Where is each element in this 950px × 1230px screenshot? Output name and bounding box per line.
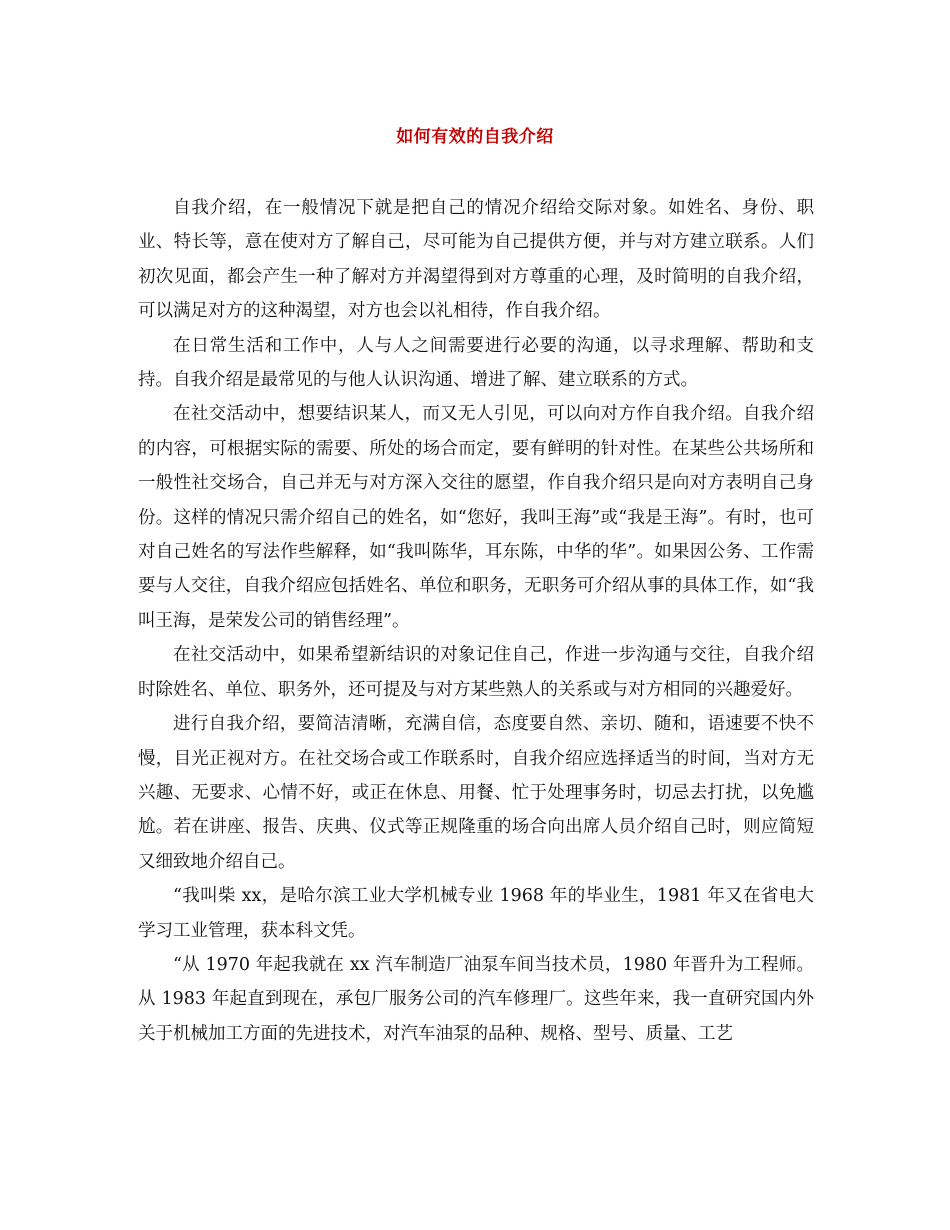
paragraph-3: 在社交活动中，想要结识某人，而又无人引见，可以向对方作自我介绍。自我介绍的内容，可根据实际的需要、所处的场合而定，要有鲜明的针对性。在某些公共场所和一般性社交场合，自己并无与对方深入交往的愿望，作自我介绍只是向对方表明自己身份。这样的情况只需介绍自己的姓名，如“您好，我叫王海”或“我是王海”。有时，也可对自己姓名的写法作些解释，如“我叫陈华，耳东陈，中华的华”。如果因公务、工作需要与人交往，自我介绍应包括姓名、单位和职务，无职务可介绍从事的具体工作，如“我叫王海，是荣发公司的销售经理”。: [138, 404, 814, 631]
paragraph-7: “从 1970 年起我就在 xx 汽车制造厂油泵车间当技术员，1980 年晋升为工程师。从 1983 年起直到现在，承包厂服务公司的汽车修理厂。这些年来，我一直研究国内外关于机械加工方面的先进技术，对汽车油泵的品种、规格、型号、质量、工艺: [138, 954, 814, 1044]
document-title: 如何有效的自我介绍: [396, 127, 554, 147]
paragraph-6: “我叫柴 xx，是哈尔滨工业大学机械专业 1968 年的毕业生，1981 年又在省电大学习工业管理，获本科文凭。: [138, 886, 814, 941]
paragraph-2: 在日常生活和工作中，人与人之间需要进行必要的沟通，以寻求理解、帮助和支持。自我介绍是最常见的与他人认识沟通、增进了解、建立联系的方式。: [138, 335, 814, 391]
document-body: [138, 191, 814, 1051]
paragraph-1: 自我介绍，在一般情况下就是把自己的情况介绍给交际对象。如姓名、身份、职业、特长等，意在使对方了解自己，尽可能为自己提供方便，并与对方建立联系。人们初次见面，都会产生一种了解对方并渴望得到对方尊重的心理，及时简明的自我介绍，可以满足对方的这种渴望，对方也会以礼相待，作自我介绍。: [138, 198, 814, 322]
paragraph-5: 进行自我介绍，要简洁清晰，充满自信，态度要自然、亲切、随和，语速要不快不慢，目光正视对方。在社交场合或工作联系时，自我介绍应选择适当的时间，当对方无兴趣、无要求、心情不好，或正在休息、用餐、忙于处理事务时，切忌去打扰，以免尴尬。若在讲座、报告、庆典、仪式等正规隆重的场合向出席人员介绍自己时，则应简短又细致地介绍自己。: [138, 714, 814, 872]
paragraph-4: 在社交活动中，如果希望新结识的对象记住自己，作进一步沟通与交往，自我介绍时除姓名、单位、职务外，还可提及与对方某些熟人的关系或与对方相同的兴趣爱好。: [138, 645, 814, 700]
